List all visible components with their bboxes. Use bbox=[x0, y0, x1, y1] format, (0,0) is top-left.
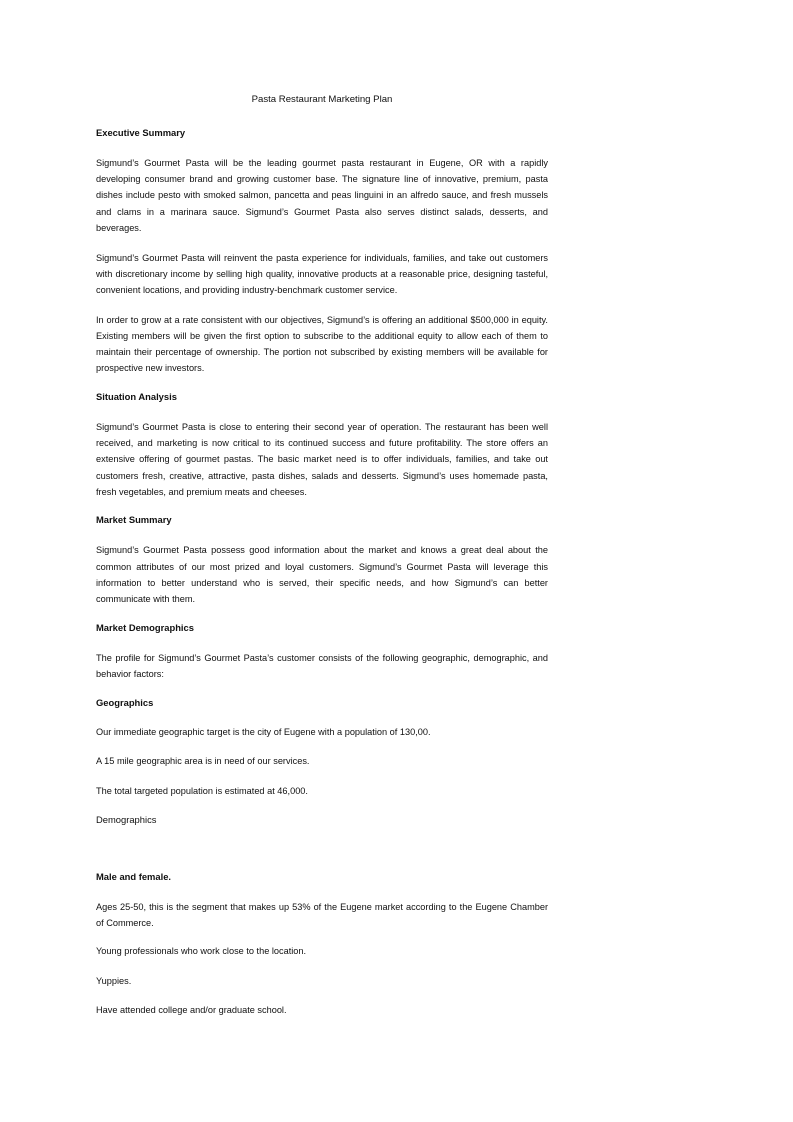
geographics-line-3: The total targeted population is estimated at 46,000. bbox=[96, 785, 308, 796]
situation-analysis-paragraph: Sigmund’s Gourmet Pasta is close to entering their second year of operation. The restaurant has been well received, and marketing is now critical to its continued success and future profitability. The store offers an extensive offering of gourmet pastas. The basic market need is to offer individuals, families, and take out customers fresh, creative, attractive, pasta dishes, salads and desserts. Sigmund’s uses homemade pasta, fresh vegetables, and premium meats and cheeses. bbox=[96, 421, 548, 497]
demographics-paragraph: Ages 25-50, this is the segment that makes up 53% of the Eugene market according to the Eugene Chamber of Commerce. bbox=[96, 902, 548, 929]
demographics-subheading: Male and female. bbox=[96, 871, 172, 883]
market-demographics-heading: Market Demographics bbox=[96, 621, 194, 633]
situation-analysis-heading: Situation Analysis bbox=[96, 390, 177, 402]
market-summary-heading: Market Summary bbox=[96, 514, 172, 526]
document-body bbox=[96, 93, 548, 1033]
demographics-line-3: Have attended college and/or graduate school. bbox=[96, 1005, 287, 1016]
executive-summary-paragraph-1: Sigmund’s Gourmet Pasta will be the leading gourmet pasta restaurant in Eugene, OR with a rapidly developing consumer brand and growing customer base. The signature line of innovative, premium, pasta dishes include pesto with smoked salmon, pancetta and peas linguini in an alfredo sauce, and fresh mussels and clams in a marinara sauce. Sigmund’s Gourmet Pasta also serves distinct salads, desserts, and beverages. bbox=[96, 158, 548, 233]
executive-summary-heading: Executive Summary bbox=[96, 127, 186, 138]
demographics-line-1: Young professionals who work close to the location. bbox=[96, 946, 307, 957]
market-summary-paragraph: Sigmund’s Gourmet Pasta possess good information about the market and knows a great deal about the common attributes of our most prized and loyal customers. Sigmund’s Gourmet Pasta will leverage this information to better understand who is served, their specific needs, and how Sigmund’s can better communicate with them. bbox=[96, 545, 548, 605]
geographics-heading: Geographics bbox=[96, 696, 154, 708]
executive-summary-paragraph-3: In order to grow at a rate consistent with our objectives, Sigmund’s is offering an additional $500,000 in equity. Existing members will be given the first option to subscribe to the additional equity to allow each of them to maintain their percentage of ownership. The portion not subscribed by existing members will be available for prospective new investors. bbox=[96, 314, 548, 374]
market-demographics-paragraph: The profile for Sigmund’s Gourmet Pasta’s customer consists of the following geographic, demographic, and behavior factors: bbox=[96, 652, 548, 679]
executive-summary-paragraph-2: Sigmund’s Gourmet Pasta will reinvent the pasta experience for individuals, families, and take out customers with discretionary income by selling high quality, innovative products at a reasonable price, designing tasteful, convenient locations, and providing industry-benchmark customer service. bbox=[96, 252, 548, 295]
geographics-line-2: A 15 mile geographic area is in need of our services. bbox=[96, 756, 310, 767]
demographics-line-2: Yuppies. bbox=[96, 975, 132, 986]
document-title: Pasta Restaurant Marketing Plan bbox=[251, 94, 393, 105]
demographics-heading: Demographics bbox=[96, 814, 157, 826]
geographics-line-1: Our immediate geographic target is the city of Eugene with a population of 130,00. bbox=[96, 726, 431, 737]
